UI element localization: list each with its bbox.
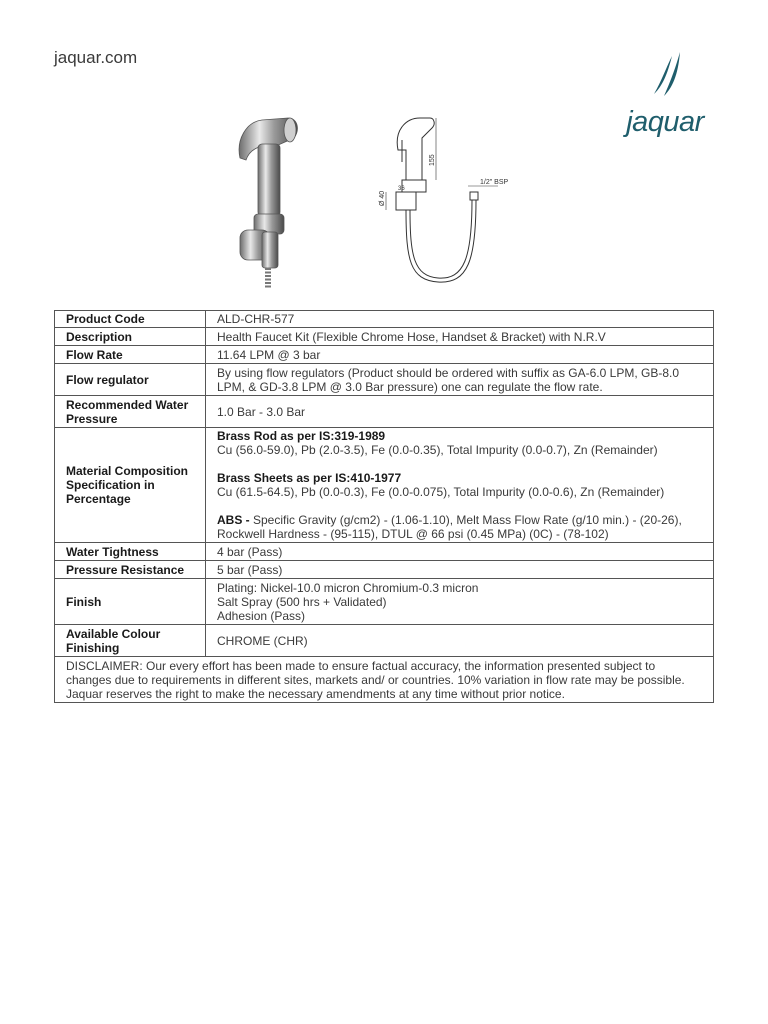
- disclaimer: DISCLAIMER: Our every effort has been made to ensure factual accuracy, the information presented subject to changes due to requirements in different sites, markets and/ or countries. 10% variation in flow rate may be possible. Jaquar reserves the right to make the necessary amendments at any time without prior notice.: [55, 657, 714, 703]
- flow-rate-label: Flow Rate: [55, 346, 206, 364]
- pressure-resistance-label: Pressure Resistance: [55, 561, 206, 579]
- brass-sheet-title: Brass Sheets as per IS:410-1977: [217, 471, 402, 485]
- abs-title: ABS -: [217, 513, 250, 527]
- table-row: [55, 364, 714, 396]
- spec-table: [54, 310, 714, 703]
- logo-mark-icon: [610, 50, 720, 110]
- bsp-label: 1/2" BSP: [480, 179, 509, 186]
- product-photo: [228, 110, 308, 290]
- product-code-value: ALD-CHR-577: [206, 311, 714, 328]
- table-row: [55, 579, 714, 625]
- product-code-label: Product Code: [55, 311, 206, 328]
- dim-height-label: 155: [429, 154, 436, 166]
- dim-36-label: 36: [398, 186, 405, 192]
- table-row: [55, 561, 714, 579]
- water-pressure-value: 1.0 Bar - 3.0 Bar: [206, 396, 714, 428]
- site-url: jaquar.com: [54, 48, 138, 67]
- colour-label: Available Colour Finishing: [55, 625, 206, 657]
- flow-regulator-value: By using flow regulators (Product should be ordered with suffix as GA-6.0 LPM, GB-8.0 LPM, & GD-3.8 LPM @ 3.0 Bar pressure) one can regulate the flow rate.: [206, 364, 714, 396]
- finish-line: Salt Spray (500 hrs + Validated): [217, 594, 387, 609]
- table-row: [55, 396, 714, 428]
- table-row: [55, 346, 714, 364]
- finish-line: Plating: Nickel-10.0 micron Chromium-0.3 micron: [217, 580, 479, 595]
- technical-drawing: [372, 110, 522, 290]
- table-row: [55, 428, 714, 543]
- description-value: Health Faucet Kit (Flexible Chrome Hose, Handset & Bracket) with N.R.V: [206, 328, 714, 346]
- finish-line: Adhesion (Pass): [217, 608, 306, 623]
- brass-rod-title: Brass Rod as per IS:319-1989: [217, 429, 386, 443]
- finish-value: [206, 579, 714, 625]
- water-tightness-value: 4 bar (Pass): [206, 543, 714, 561]
- table-row: [55, 657, 714, 703]
- brass-rod-text: Cu (56.0-59.0), Pb (2.0-3.5), Fe (0.0-0.35), Total Impurity (0.0-0.7), Zn (Remainder): [217, 443, 658, 457]
- abs-text: Specific Gravity (g/cm2) - (1.06-1.10), Melt Mass Flow Rate (g/10 min.) - (20-26), Rockwell Hardness - (95-115), DTUL @ 66 psi (0.45 MPa) (0C) - (78-102): [217, 513, 682, 541]
- water-pressure-label: Recommended Water Pressure: [55, 396, 206, 428]
- brass-sheet-text: Cu (61.5-64.5), Pb (0.0-0.3), Fe (0.0-0.075), Total Impurity (0.0-0.6), Zn (Remainder): [217, 485, 665, 499]
- material-label: Material Composition Specification in Percentage: [55, 428, 206, 543]
- colour-value: CHROME (CHR): [206, 625, 714, 657]
- water-tightness-label: Water Tightness: [55, 543, 206, 561]
- flow-rate-value: 11.64 LPM @ 3 bar: [206, 346, 714, 364]
- flow-regulator-label: Flow regulator: [55, 364, 206, 396]
- table-row: [55, 543, 714, 561]
- jaquar-logo: [610, 50, 720, 145]
- abs-spec: [217, 513, 702, 541]
- logo-wordmark: jaquar: [626, 106, 704, 138]
- material-value: [206, 428, 714, 543]
- dim-diameter-label: Ø 40: [379, 190, 386, 206]
- table-row: [55, 311, 714, 328]
- pressure-resistance-value: 5 bar (Pass): [206, 561, 714, 579]
- table-row: [55, 328, 714, 346]
- finish-label: Finish: [55, 579, 206, 625]
- description-label: Description: [55, 328, 206, 346]
- table-row: [55, 625, 714, 657]
